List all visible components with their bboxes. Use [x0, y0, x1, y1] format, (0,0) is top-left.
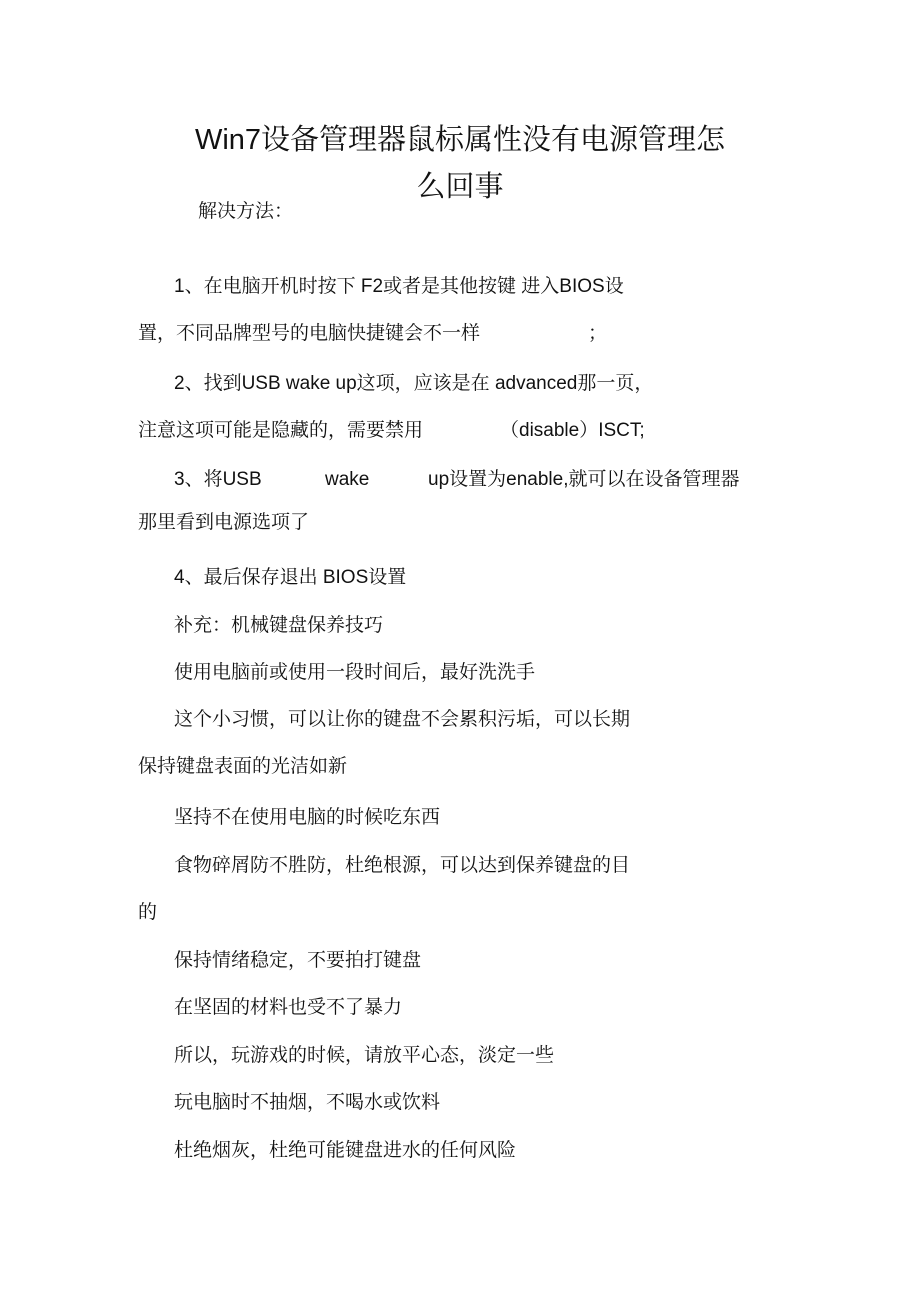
paragraph-line: up设置为enable,就可以在设备管理器: [428, 469, 740, 490]
paragraph-line: 置，不同品牌型号的电脑快捷键会不一样: [138, 323, 481, 344]
paragraph-line: 在坚固的材料也受不了暴力: [174, 997, 403, 1018]
paragraph-line: 杜绝烟灰，杜绝可能键盘进水的任何风险: [174, 1140, 517, 1161]
document-title-line2: 么回事: [416, 171, 504, 203]
paragraph-line: 3、将USB: [174, 469, 262, 490]
paragraph-line: （disable）ISCT;: [500, 420, 645, 441]
paragraph-line: 的: [138, 902, 158, 923]
paragraph-line: 保持情绪稳定，不要拍打键盘: [174, 950, 422, 971]
paragraph-line: 4、最后保存退出 BIOS设置: [174, 567, 407, 588]
paragraph-line: 所以，玩游戏的时候，请放平心态，淡定一些: [174, 1045, 555, 1066]
paragraph-line: 使用电脑前或使用一段时间后，最好洗洗手: [174, 662, 536, 683]
document-title-line1: Win7设备管理器鼠标属性没有电源管理怎: [194, 124, 726, 156]
paragraph-line: 注意这项可能是隐藏的，需要禁用: [138, 420, 424, 441]
paragraph-line: 这个小习惯，可以让你的键盘不会累积污垢，可以长期: [174, 709, 631, 730]
paragraph-line: 补充：机械键盘保养技巧: [174, 615, 384, 636]
paragraph-line: 那里看到电源选项了: [138, 512, 310, 533]
section-heading: 解决方法：: [198, 201, 294, 222]
paragraph-line: 食物碎屑防不胜防，杜绝根源，可以达到保养键盘的目: [174, 855, 631, 876]
paragraph-line: 坚持不在使用电脑的时候吃东西: [174, 807, 441, 828]
paragraph-line: wake: [325, 469, 370, 490]
paragraph-line: 1、在电脑开机时按下 F2或者是其他按键 进入BIOS设: [174, 276, 624, 297]
paragraph-line: 玩电脑时不抽烟，不喝水或饮料: [174, 1092, 441, 1113]
paragraph-line: ；: [588, 323, 608, 344]
paragraph-line: 2、找到USB wake up这项，应该是在 advanced那一页，: [174, 373, 654, 394]
paragraph-line: 保持键盘表面的光洁如新: [138, 756, 348, 777]
